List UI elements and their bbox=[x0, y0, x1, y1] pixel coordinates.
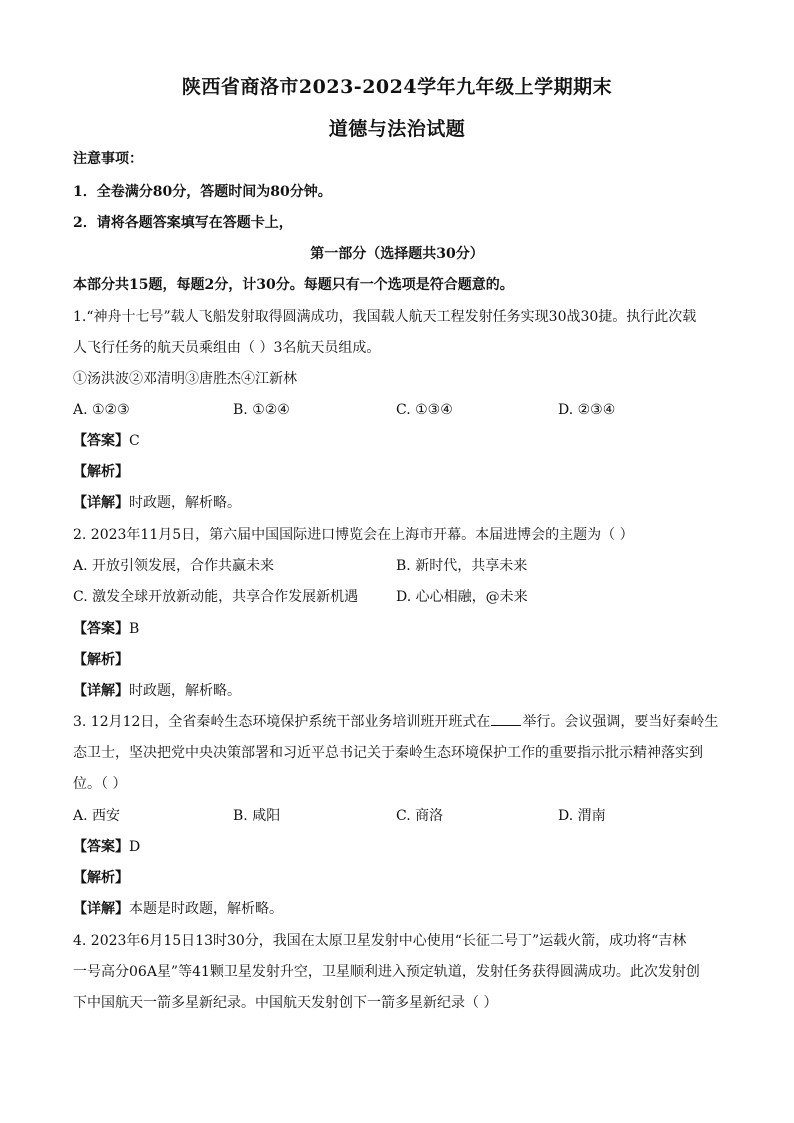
q2-answer bbox=[73, 620, 733, 638]
q3-option-c: C. 商洛 bbox=[396, 808, 444, 824]
q1-stem-line1: 1.“神舟十七号”载人飞船发射取得圆满成功，我国载人航天工程发射任务实现30战30捷。执行此次载 bbox=[73, 309, 697, 325]
detail-label: 【详解】 bbox=[73, 495, 129, 511]
q1-stem-line3: ①汤洪波②邓清明③唐胜杰④江新林 bbox=[73, 371, 297, 387]
q4-stem-line1: 4. 2023年6月15日13时30分，我国在太原卫星发射中心使用“长征二号丁”运载火箭，成功将“吉林 bbox=[73, 933, 687, 949]
q3-analysis-label: 【解析】 bbox=[73, 870, 129, 886]
part1-heading: 第一部分（选择题共30分） bbox=[310, 246, 484, 262]
exam-title: 陕西省商洛市2023-2024学年九年级上学期期末 bbox=[181, 76, 613, 98]
q3-detail-text: 本题是时政题，解析略。 bbox=[129, 901, 283, 917]
q1-option-a: A. ①②③ bbox=[73, 402, 130, 418]
q4-stem-line3: 下中国航天一箭多星新纪录。中国航天发射创下一箭多星新纪录（ ） bbox=[73, 995, 498, 1011]
q3-detail bbox=[73, 900, 733, 918]
q2-option-a: A. 开放引领发展，合作共赢未来 bbox=[73, 558, 275, 574]
q3-stem-part2: 举行。会议强调，要当好秦岭生 bbox=[522, 714, 719, 730]
note-item-2: 2．请将各题答案填写在答题卡上， bbox=[73, 215, 293, 231]
q3-option-b: B. 咸阳 bbox=[233, 808, 281, 824]
q2-option-c: C. 激发全球开放新动能，共享合作发展新机遇 bbox=[73, 589, 359, 605]
fill-in-blank bbox=[491, 713, 521, 726]
q1-detail bbox=[73, 494, 733, 512]
part1-instruction: 本部分共15题，每题2分，计30分。每题只有一个选项是符合题意的。 bbox=[73, 277, 514, 293]
answer-label: 【答案】 bbox=[73, 433, 129, 449]
q1-option-b: B. ①②④ bbox=[233, 402, 290, 418]
q1-option-d: D. ②③④ bbox=[558, 402, 616, 418]
q3-option-a: A. 西安 bbox=[73, 808, 121, 824]
q3-option-d: D. 渭南 bbox=[558, 808, 606, 824]
q3-stem-line1 bbox=[73, 713, 733, 731]
q2-option-b: B. 新时代，共享未来 bbox=[396, 558, 528, 574]
q3-stem-line2: 态卫士，坚决把党中央决策部署和习近平总书记关于秦岭生态环境保护工作的重要指示批示精神落实到 bbox=[73, 745, 703, 761]
q4-stem-line2: 一号高分06A星”等41颗卫星发射升空，卫星顺利进入预定轨道，发射任务获得圆满成功。此次发射创 bbox=[73, 964, 700, 980]
q2-analysis-label: 【解析】 bbox=[73, 652, 129, 668]
notes-heading: 注意事项： bbox=[73, 151, 143, 167]
detail-label: 【详解】 bbox=[73, 683, 129, 699]
q3-stem-part1: 3. 12月12日，全省秦岭生态环境保护系统干部业务培训班开班式在 bbox=[73, 714, 491, 730]
q1-answer bbox=[73, 432, 733, 450]
q3-stem-line3: 位。（ ） bbox=[73, 776, 127, 792]
q2-option-d: D. 心心相融，@未来 bbox=[396, 589, 528, 605]
q2-detail-text: 时政题，解析略。 bbox=[129, 683, 241, 699]
exam-subtitle: 道德与法治试题 bbox=[328, 118, 466, 140]
q1-analysis-label: 【解析】 bbox=[73, 464, 129, 480]
q3-answer-value: D bbox=[129, 839, 141, 855]
q3-answer bbox=[73, 838, 733, 856]
q1-detail-text: 时政题，解析略。 bbox=[129, 495, 241, 511]
note-item-1: 1．全卷满分80分，答题时间为80分钟。 bbox=[73, 184, 332, 200]
q2-stem-line1: 2. 2023年11月5日，第六届中国国际进口博览会在上海市开幕。本届进博会的主题为（ ） bbox=[73, 527, 634, 543]
q1-answer-value: C bbox=[129, 433, 140, 449]
answer-label: 【答案】 bbox=[73, 839, 129, 855]
q2-answer-value: B bbox=[129, 621, 140, 637]
answer-label: 【答案】 bbox=[73, 621, 129, 637]
q2-detail bbox=[73, 682, 733, 700]
q1-option-c: C. ①③④ bbox=[396, 402, 453, 418]
detail-label: 【详解】 bbox=[73, 901, 129, 917]
q1-stem-line2: 人飞行任务的航天员乘组由（ ）3名航天员组成。 bbox=[73, 340, 381, 356]
